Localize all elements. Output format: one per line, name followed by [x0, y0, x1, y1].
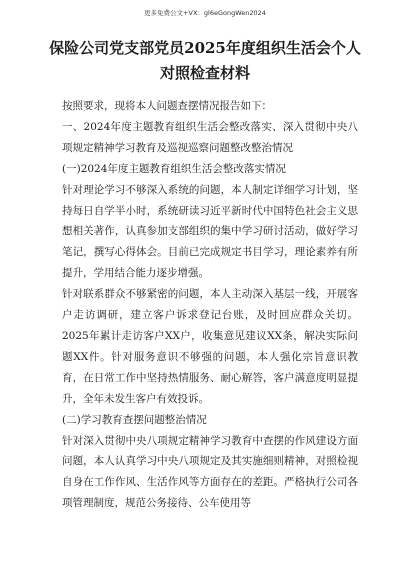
title-line-1: 保险公司党支部党员2025年度组织生活会个人: [49, 39, 361, 57]
document-title: [40, 36, 370, 86]
intro-paragraph: 按照要求，现将本人问题查摆情况报告如下：: [62, 100, 272, 112]
body-paragraph: 针对深入贯彻中央八项规定精神学习教育中查摆的作风建设方面问题，本人认真学习中央八项规定及其实施细则精神，对照检视自身在工作作风、生活作风等方面存在的差距。严格执行公司各项管理制度，规范公务接待、公车使用等: [62, 434, 358, 510]
subsection-heading-1: (一)2024年度主题教育组织生活会整改落实情况: [62, 162, 286, 175]
document-body: [62, 96, 358, 514]
subsection-heading-2: (二)学习教育查摆问题整治情况: [62, 413, 207, 426]
title-line-2: 对照检查材料: [159, 64, 250, 82]
section-heading-1: 一、2024年度主题教育组织生活会整改落实、深入贯彻中央八项规定精神学习教育及巡视巡察问题整改整治情况: [62, 120, 358, 154]
page-header: 更多免费公文+VX：gl6eGongWen2024: [144, 9, 266, 17]
body-paragraph: 针对联系群众不够紧密的问题，本人主动深入基层一线，开展客户走访调研，建立客户诉求登记台账，及时回应群众关切。2025年累计走访客户XX户，收集意见建议XX条，解决实际问题XX件。针对服务意识不够强的问题，本人强化宗旨意识教育，在日常工作中坚持热情服务、耐心解答，客户满意度明显提升，全年未发生客户有效投诉。: [62, 288, 358, 405]
body-paragraph: 针对理论学习不够深入系统的问题，本人制定详细学习计划，坚持每日自学半小时，系统研读习近平新时代中国特色社会主义思想相关著作，认真参加支部组织的集中学习研讨活动，做好学习笔记，撰写心得体会。目前已完成规定书目学习，理论素养有所提升，学用结合能力逐步增强。: [62, 183, 358, 280]
